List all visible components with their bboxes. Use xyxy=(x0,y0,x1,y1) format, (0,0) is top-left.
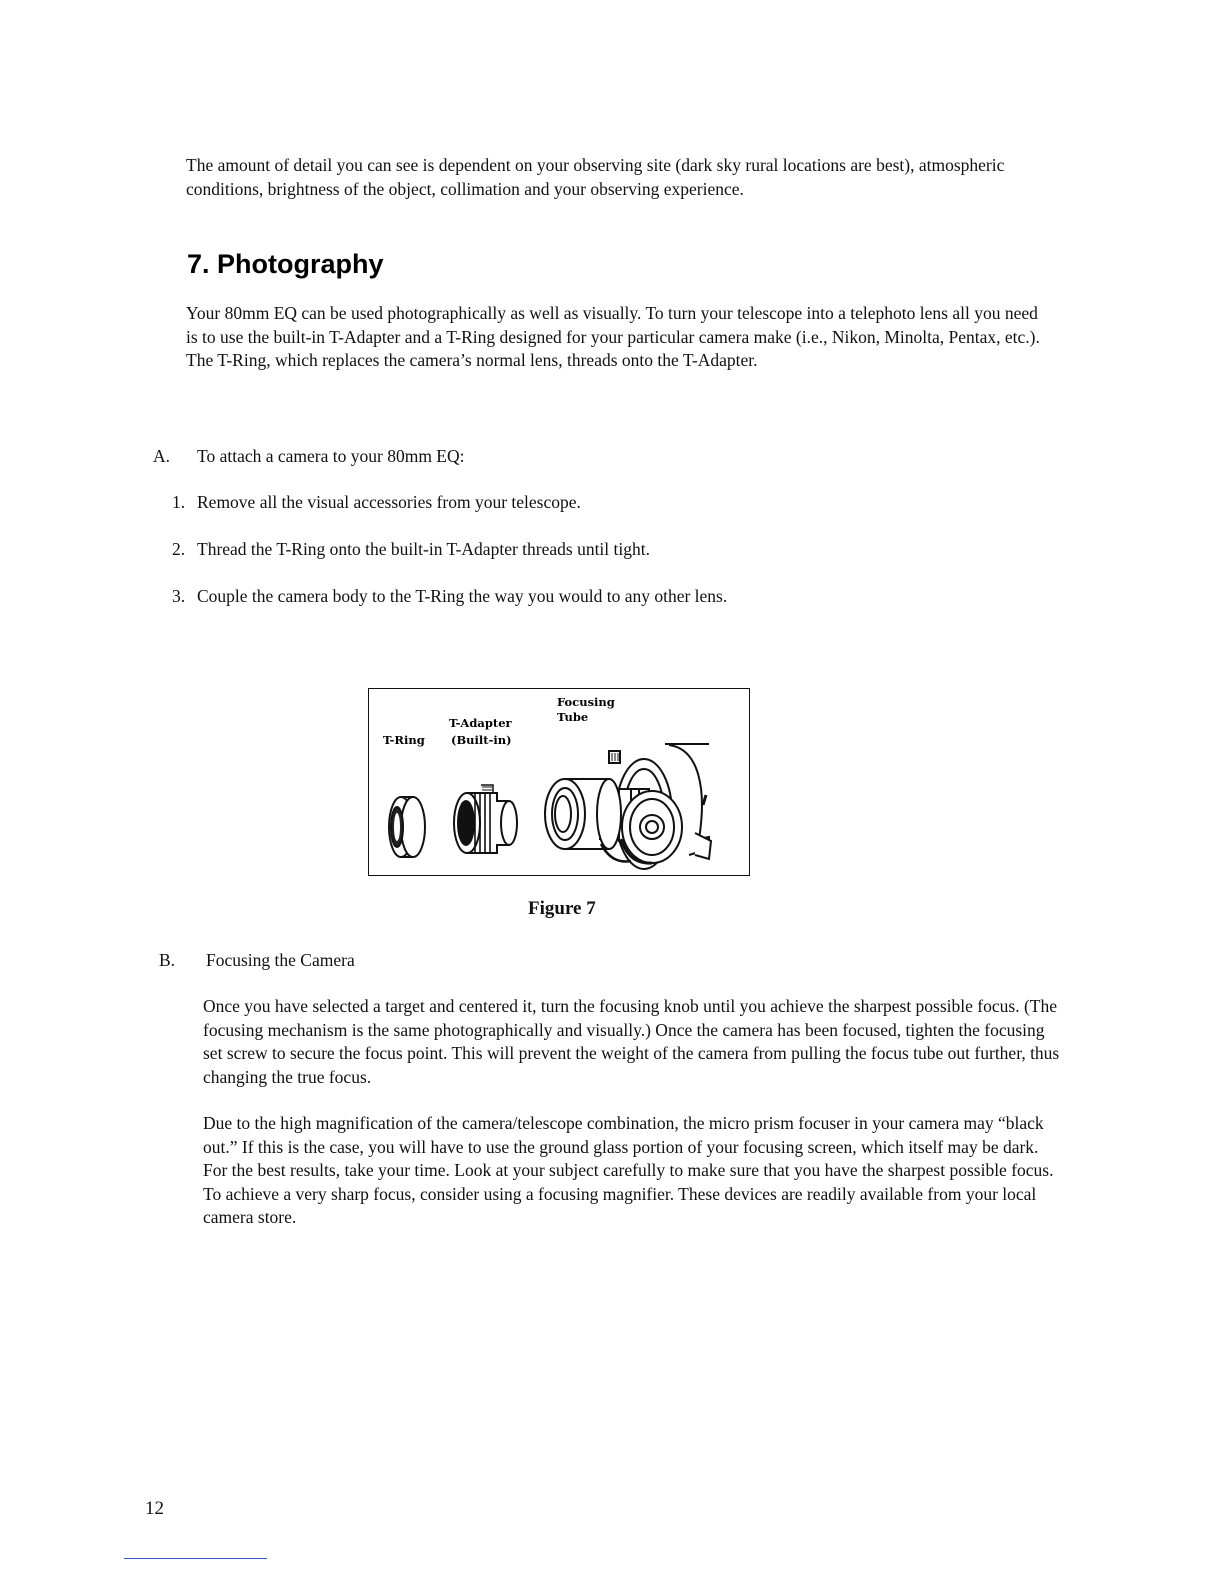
footer-rule xyxy=(124,1558,267,1559)
figure-caption: Figure 7 xyxy=(528,898,596,919)
focusing-paragraph-1: Once you have selected a target and centered it, turn the focusing knob until you achieve the sharpest possible focus. (The focusing mechanism is the same photographically and visually.) Once the camera has been focused, tighten the focusing set screw to secure the focus point. This will prevent the weight of the camera from pulling the focus tube out further, thus changing the true focus. xyxy=(203,996,1060,1087)
tube-label: Tube xyxy=(557,710,589,724)
t-ring-label: T-Ring xyxy=(383,733,425,747)
focusing-paragraph-2: Due to the high magnification of the camera/telescope combination, the micro prism focuser in your camera may “black out.” If this is the case, you will have to use the ground glass portion of your focusing screen, which itself may be dark. For the best results, take your time. Look at your subject carefully to make sure that you have the sharpest possible focus. To achieve a very sharp focus, consider using a focusing magnifier. These devices are readily available from your local camera store. xyxy=(203,1113,1054,1227)
intro-paragraph: The amount of detail you can see is dependent on your observing site (dark sky rural locations are best), atmospheric conditions, brightness of the object, collimation and your observing experience. xyxy=(186,155,1005,199)
step-text: Couple the camera body to the T-Ring the way you would to any other lens. xyxy=(197,586,728,606)
part-a-title: To attach a camera to your 80mm EQ: xyxy=(197,446,465,466)
figure-7-illustration xyxy=(368,688,750,876)
step-text: Thread the T-Ring onto the built-in T-Adapter threads until tight. xyxy=(197,539,650,559)
step-number: 2. xyxy=(172,539,186,559)
part-a-letter: A. xyxy=(153,446,171,466)
photography-paragraph: Your 80mm EQ can be used photographically as well as visually. To turn your telescope into a telephoto lens all you need is to use the built-in T-Adapter and a T-Ring designed for your particular camera make (i.e., Nikon, Minolta, Pentax, etc.). The T-Ring, which replaces the camera’s normal lens, threads onto the T-Adapter. xyxy=(186,303,1040,370)
step-number: 3. xyxy=(172,586,186,606)
built-in-label: (Built-in) xyxy=(451,733,512,747)
t-adapter-label: T-Adapter xyxy=(449,716,512,730)
t-ring-drawing xyxy=(389,797,425,857)
focusing-label: Focusing xyxy=(557,695,615,709)
part-b-letter: B. xyxy=(159,950,176,970)
section-heading: 7. Photography xyxy=(187,249,384,279)
page-number: 12 xyxy=(145,1498,164,1519)
focusing-tube-drawing xyxy=(545,744,711,869)
step-number: 1. xyxy=(172,492,186,512)
t-adapter-drawing xyxy=(454,785,517,853)
step-text: Remove all the visual accessories from your telescope. xyxy=(197,492,581,512)
part-b-title: Focusing the Camera xyxy=(206,950,355,970)
